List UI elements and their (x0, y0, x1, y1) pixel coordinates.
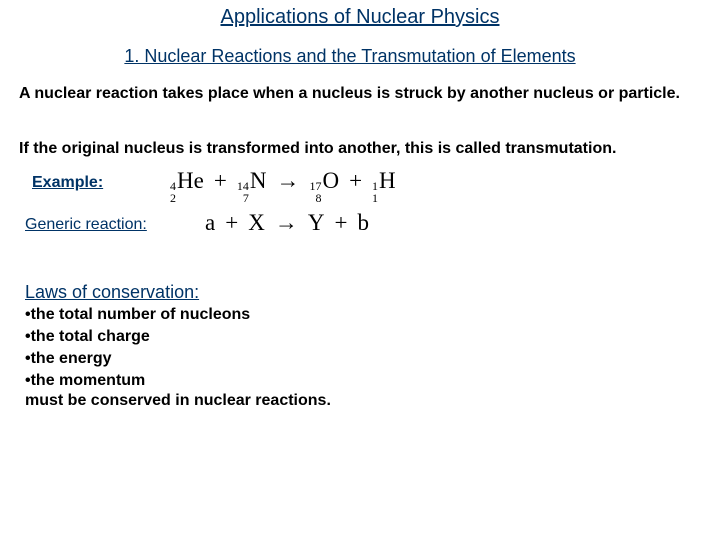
isotope-hydrogen (372, 168, 396, 204)
projectile: a (205, 210, 216, 235)
atomic-number: 1 (372, 191, 379, 205)
plus-sign: + (213, 168, 227, 193)
element-symbol: N (249, 168, 267, 193)
generic-equation (205, 210, 369, 236)
page-title: Applications of Nuclear Physics (220, 6, 500, 28)
isotope-helium (170, 168, 204, 204)
definition-paragraph: A nuclear reaction takes place when a nucleus is struck by another nucleus or particle. (19, 85, 680, 102)
mass-number: 1 (372, 179, 379, 193)
list-item: •the energy (25, 350, 112, 367)
arrow-icon: → (274, 210, 298, 235)
atomic-number: 8 (315, 191, 322, 205)
mass-number: 17 (309, 179, 322, 193)
laws-heading: Laws of conservation: (25, 282, 200, 302)
list-item: •the momentum (25, 372, 146, 389)
element-symbol: O (322, 168, 340, 193)
element-symbol: H (379, 168, 396, 193)
laws-footer: must be conserved in nuclear reactions. (25, 392, 331, 409)
mass-number: 4 (170, 179, 176, 193)
isotope-nitrogen (237, 168, 267, 204)
element-symbol: He (177, 168, 204, 193)
list-item: •the total number of nucleons (25, 306, 251, 323)
generic-reaction-label: Generic reaction: (25, 216, 147, 233)
atomic-number: 2 (170, 191, 176, 205)
plus-sign: + (334, 210, 348, 235)
ejectile: b (357, 210, 369, 235)
isotope-oxygen (309, 168, 339, 204)
product-nucleus: Y (307, 210, 325, 235)
atomic-number: 7 (242, 191, 249, 205)
transmutation-paragraph: If the original nucleus is transformed into another, this is called transmutation. (19, 140, 617, 157)
example-equation (170, 168, 396, 204)
target-nucleus: X (248, 210, 265, 235)
arrow-icon: → (276, 168, 300, 193)
list-item: •the total charge (25, 328, 150, 345)
section-heading: 1. Nuclear Reactions and the Transmutation of Elements (124, 46, 576, 66)
example-label: Example: (32, 174, 104, 191)
mass-number: 14 (236, 179, 249, 193)
plus-sign: + (349, 168, 363, 193)
plus-sign: + (225, 210, 239, 235)
laws-list (25, 304, 250, 392)
